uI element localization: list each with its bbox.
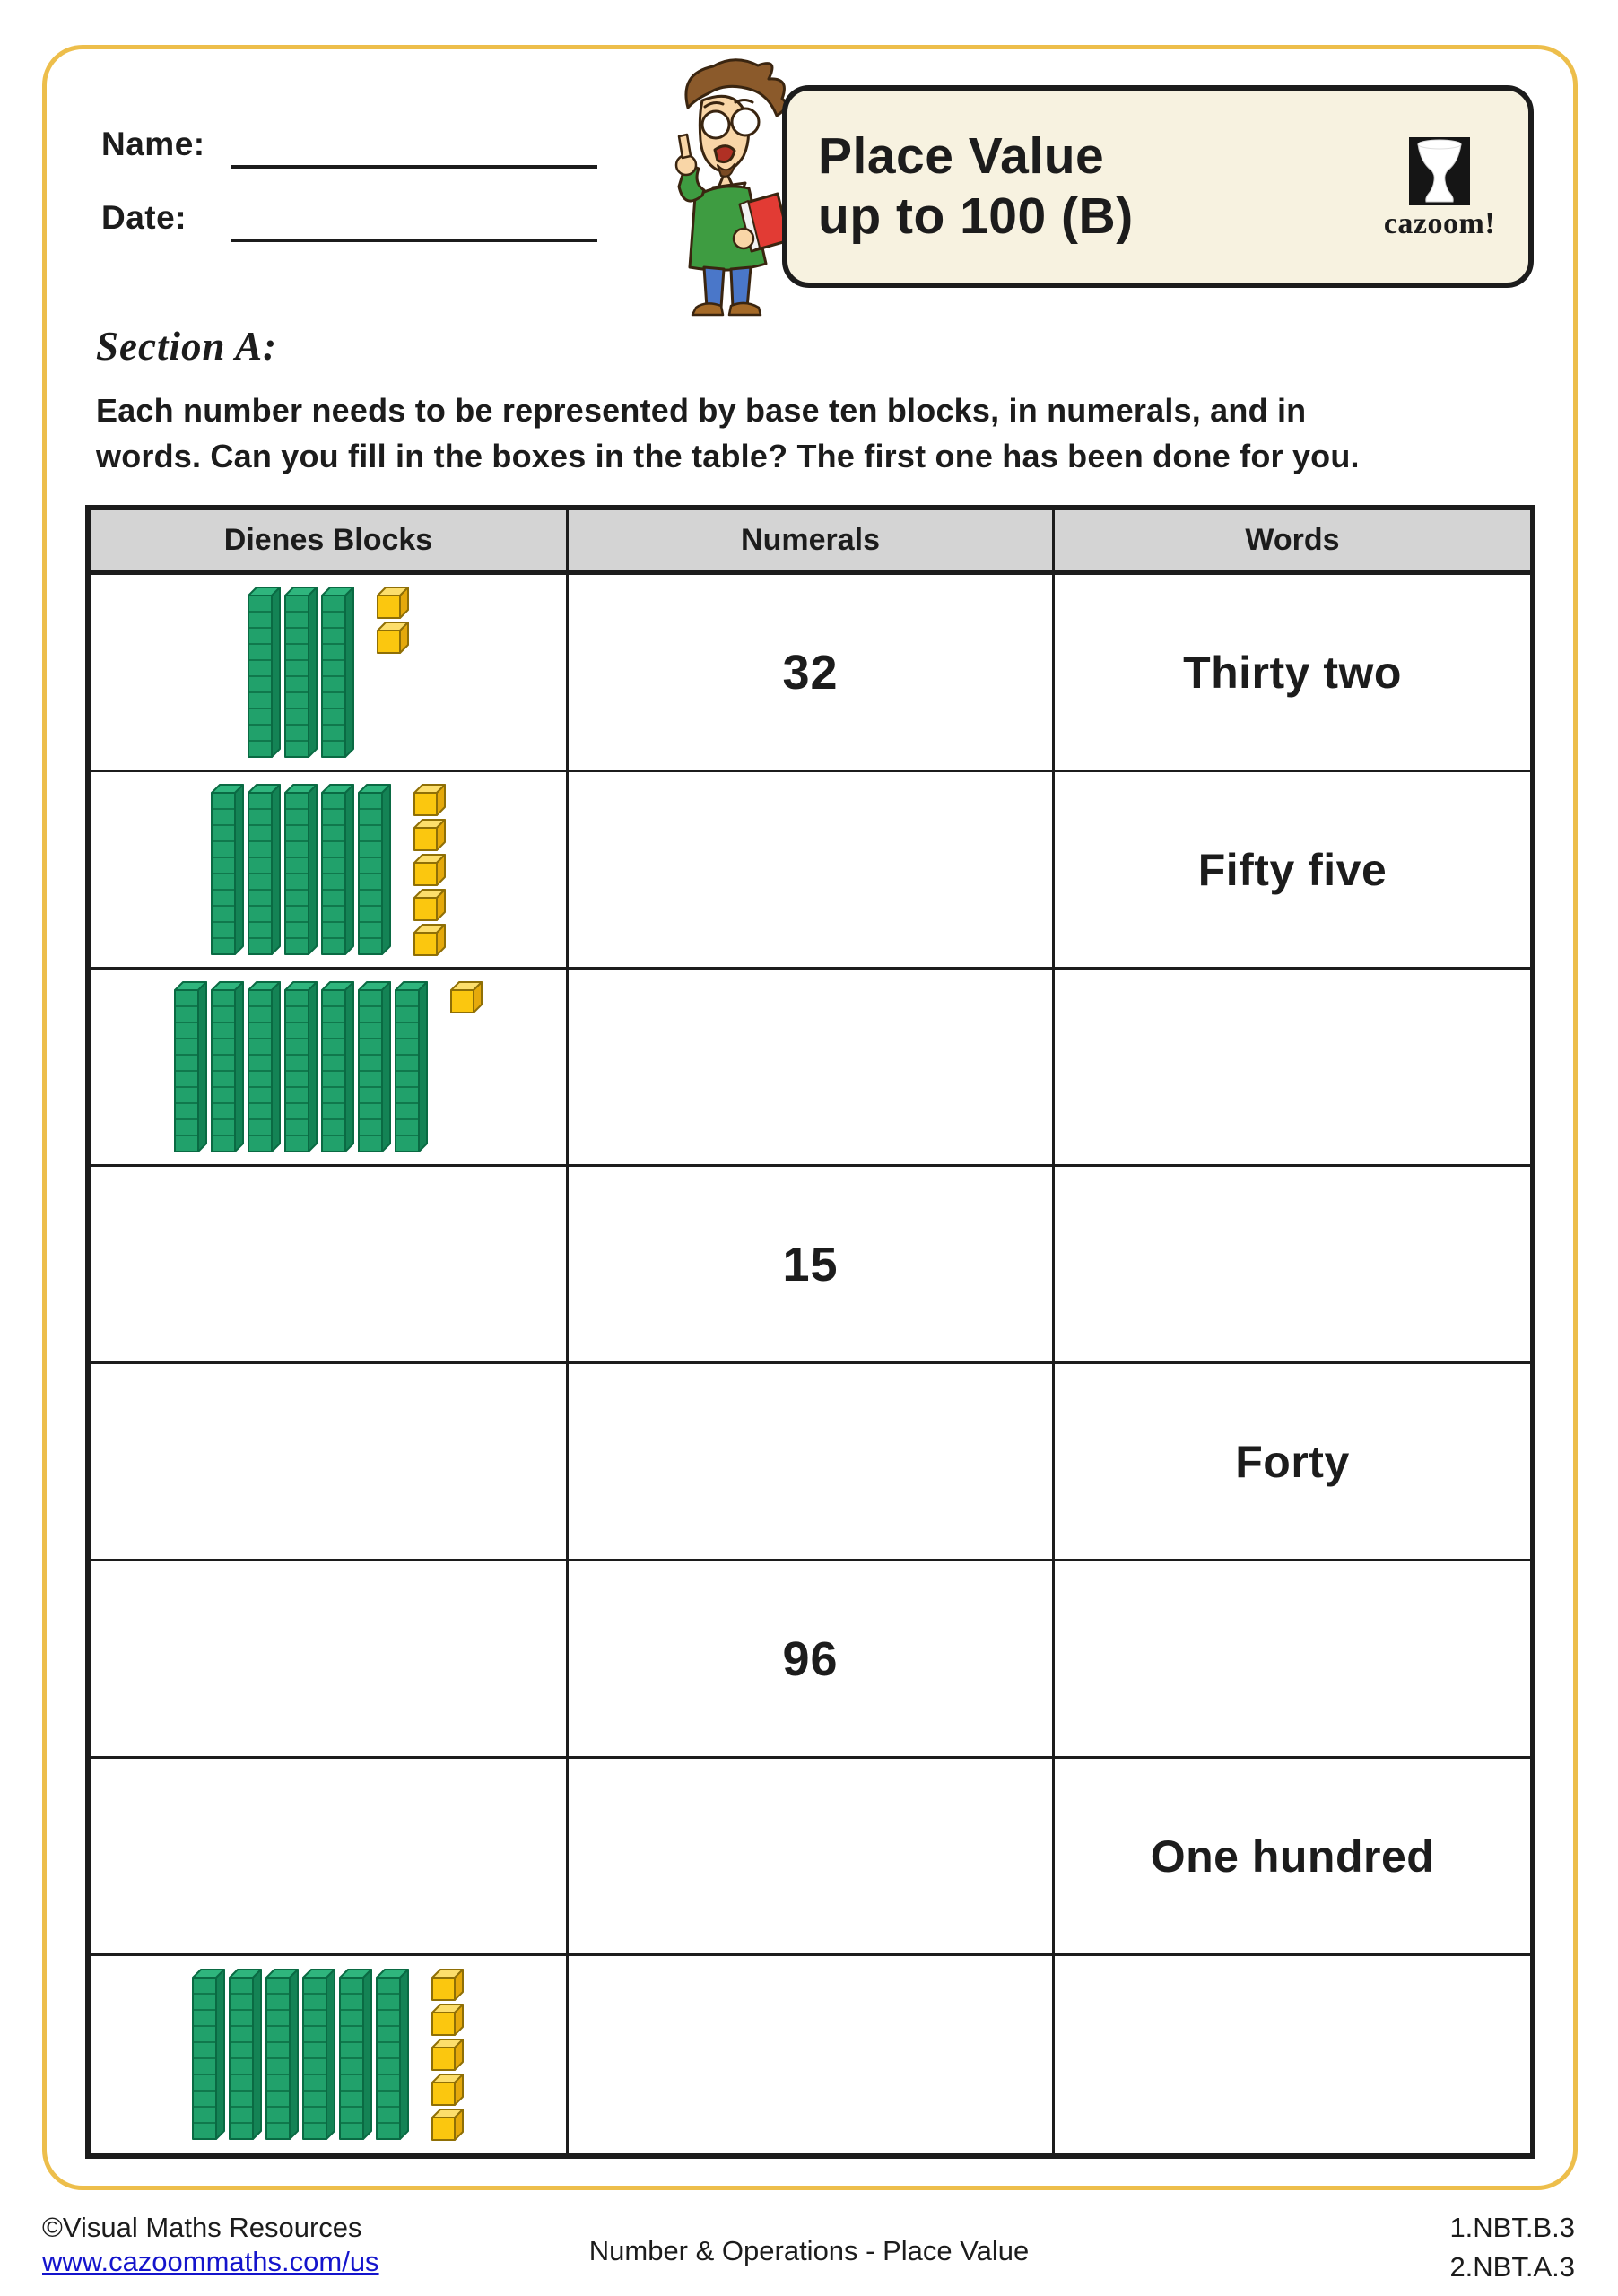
one-cube xyxy=(451,982,482,1013)
dienes-blocks-cell xyxy=(91,970,569,1167)
words-cell: Thirty two xyxy=(1055,575,1530,772)
words-cell: Fifty five xyxy=(1055,772,1530,970)
ten-rod xyxy=(248,982,280,1152)
title-line-1: Place Value xyxy=(818,126,1105,185)
one-cube xyxy=(432,1970,463,2000)
dienes-blocks-cell xyxy=(91,1561,569,1759)
one-cube xyxy=(414,785,445,815)
instructions xyxy=(96,387,1540,479)
ten-rod xyxy=(212,982,243,1152)
section-heading: Section A: xyxy=(96,324,278,369)
table-header-numerals: Numerals xyxy=(569,510,1055,575)
standards-codes xyxy=(1449,2208,1575,2287)
numerals-cell xyxy=(569,1364,1055,1561)
one-cube xyxy=(378,587,408,618)
name-field-line xyxy=(231,165,597,169)
table-header-words: Words xyxy=(1055,510,1530,575)
ten-rod xyxy=(175,982,206,1152)
one-cube xyxy=(414,925,445,955)
cazoom-logo xyxy=(1376,137,1503,241)
dienes-blocks-cell xyxy=(91,575,569,772)
ten-rod xyxy=(359,982,390,1152)
words-cell xyxy=(1055,970,1530,1167)
instructions-line-2: words. Can you fill in the boxes in the table? The first one has been done for you. xyxy=(96,438,1360,475)
instructions-line-1: Each number needs to be represented by base ten blocks, in numerals, and in xyxy=(96,392,1307,429)
one-cube xyxy=(414,820,445,850)
ten-rod xyxy=(340,1970,371,2139)
ten-rod xyxy=(322,982,353,1152)
words-cell xyxy=(1055,1956,1530,2153)
numerals-cell: 32 xyxy=(569,575,1055,772)
dienes-blocks-illustration xyxy=(211,784,447,956)
logo-wordmark: cazoom! xyxy=(1383,207,1496,240)
one-cube xyxy=(414,890,445,920)
copyright-text: ©Visual Maths Resources xyxy=(42,2212,362,2243)
ten-rod xyxy=(322,785,353,954)
ten-rod xyxy=(193,1970,224,2139)
dienes-blocks-illustration xyxy=(174,981,483,1153)
words-cell xyxy=(1055,1167,1530,1364)
dienes-blocks-illustration xyxy=(192,1969,465,2141)
one-cube xyxy=(432,2109,463,2140)
name-label: Name: xyxy=(101,126,205,162)
ten-rod xyxy=(248,587,280,757)
dienes-blocks-cell xyxy=(91,1759,569,1956)
title-box xyxy=(782,85,1534,288)
table-header-dienes-blocks: Dienes Blocks xyxy=(91,510,569,575)
ten-rod xyxy=(266,1970,298,2139)
one-cube xyxy=(432,2074,463,2105)
footer-topic-text: Number & Operations - Place Value xyxy=(588,2235,1030,2266)
drum-logo-icon xyxy=(1409,137,1470,205)
words-cell: Forty xyxy=(1055,1364,1530,1561)
numerals-cell xyxy=(569,1759,1055,1956)
ten-rod xyxy=(285,785,317,954)
dienes-blocks-cell xyxy=(91,1364,569,1561)
dienes-blocks-illustration xyxy=(248,587,410,759)
title-line-2: up to 100 (B) xyxy=(818,187,1134,245)
one-cube xyxy=(432,2039,463,2070)
ten-rod xyxy=(303,1970,335,2139)
ten-rod xyxy=(285,982,317,1152)
words-cell xyxy=(1055,1561,1530,1759)
date-label: Date: xyxy=(101,199,187,236)
ten-rod xyxy=(396,982,427,1152)
dienes-blocks-cell xyxy=(91,1167,569,1364)
ten-rod xyxy=(285,587,317,757)
cazoommaths-link[interactable]: www.cazoommaths.com/us xyxy=(42,2246,379,2277)
numerals-cell xyxy=(569,970,1055,1167)
worksheet-title xyxy=(818,126,1134,248)
numerals-cell: 15 xyxy=(569,1167,1055,1364)
standard-code-2: 2.NBT.A.3 xyxy=(1449,2251,1575,2283)
date-field-line xyxy=(231,239,597,242)
ten-rod xyxy=(212,785,243,954)
numerals-cell xyxy=(569,772,1055,970)
dienes-blocks-cell xyxy=(91,772,569,970)
ten-rod xyxy=(230,1970,261,2139)
dienes-blocks-cell xyxy=(91,1956,569,2153)
one-cube xyxy=(414,855,445,885)
ten-rod xyxy=(248,785,280,954)
ten-rod xyxy=(377,1970,408,2139)
ten-rod xyxy=(359,785,390,954)
standard-code-1: 1.NBT.B.3 xyxy=(1449,2212,1575,2243)
words-cell: One hundred xyxy=(1055,1759,1530,1956)
numerals-cell xyxy=(569,1956,1055,2153)
one-cube xyxy=(378,622,408,653)
one-cube xyxy=(432,2005,463,2035)
numerals-cell: 96 xyxy=(569,1561,1055,1759)
ten-rod xyxy=(322,587,353,757)
place-value-table xyxy=(85,505,1535,2159)
